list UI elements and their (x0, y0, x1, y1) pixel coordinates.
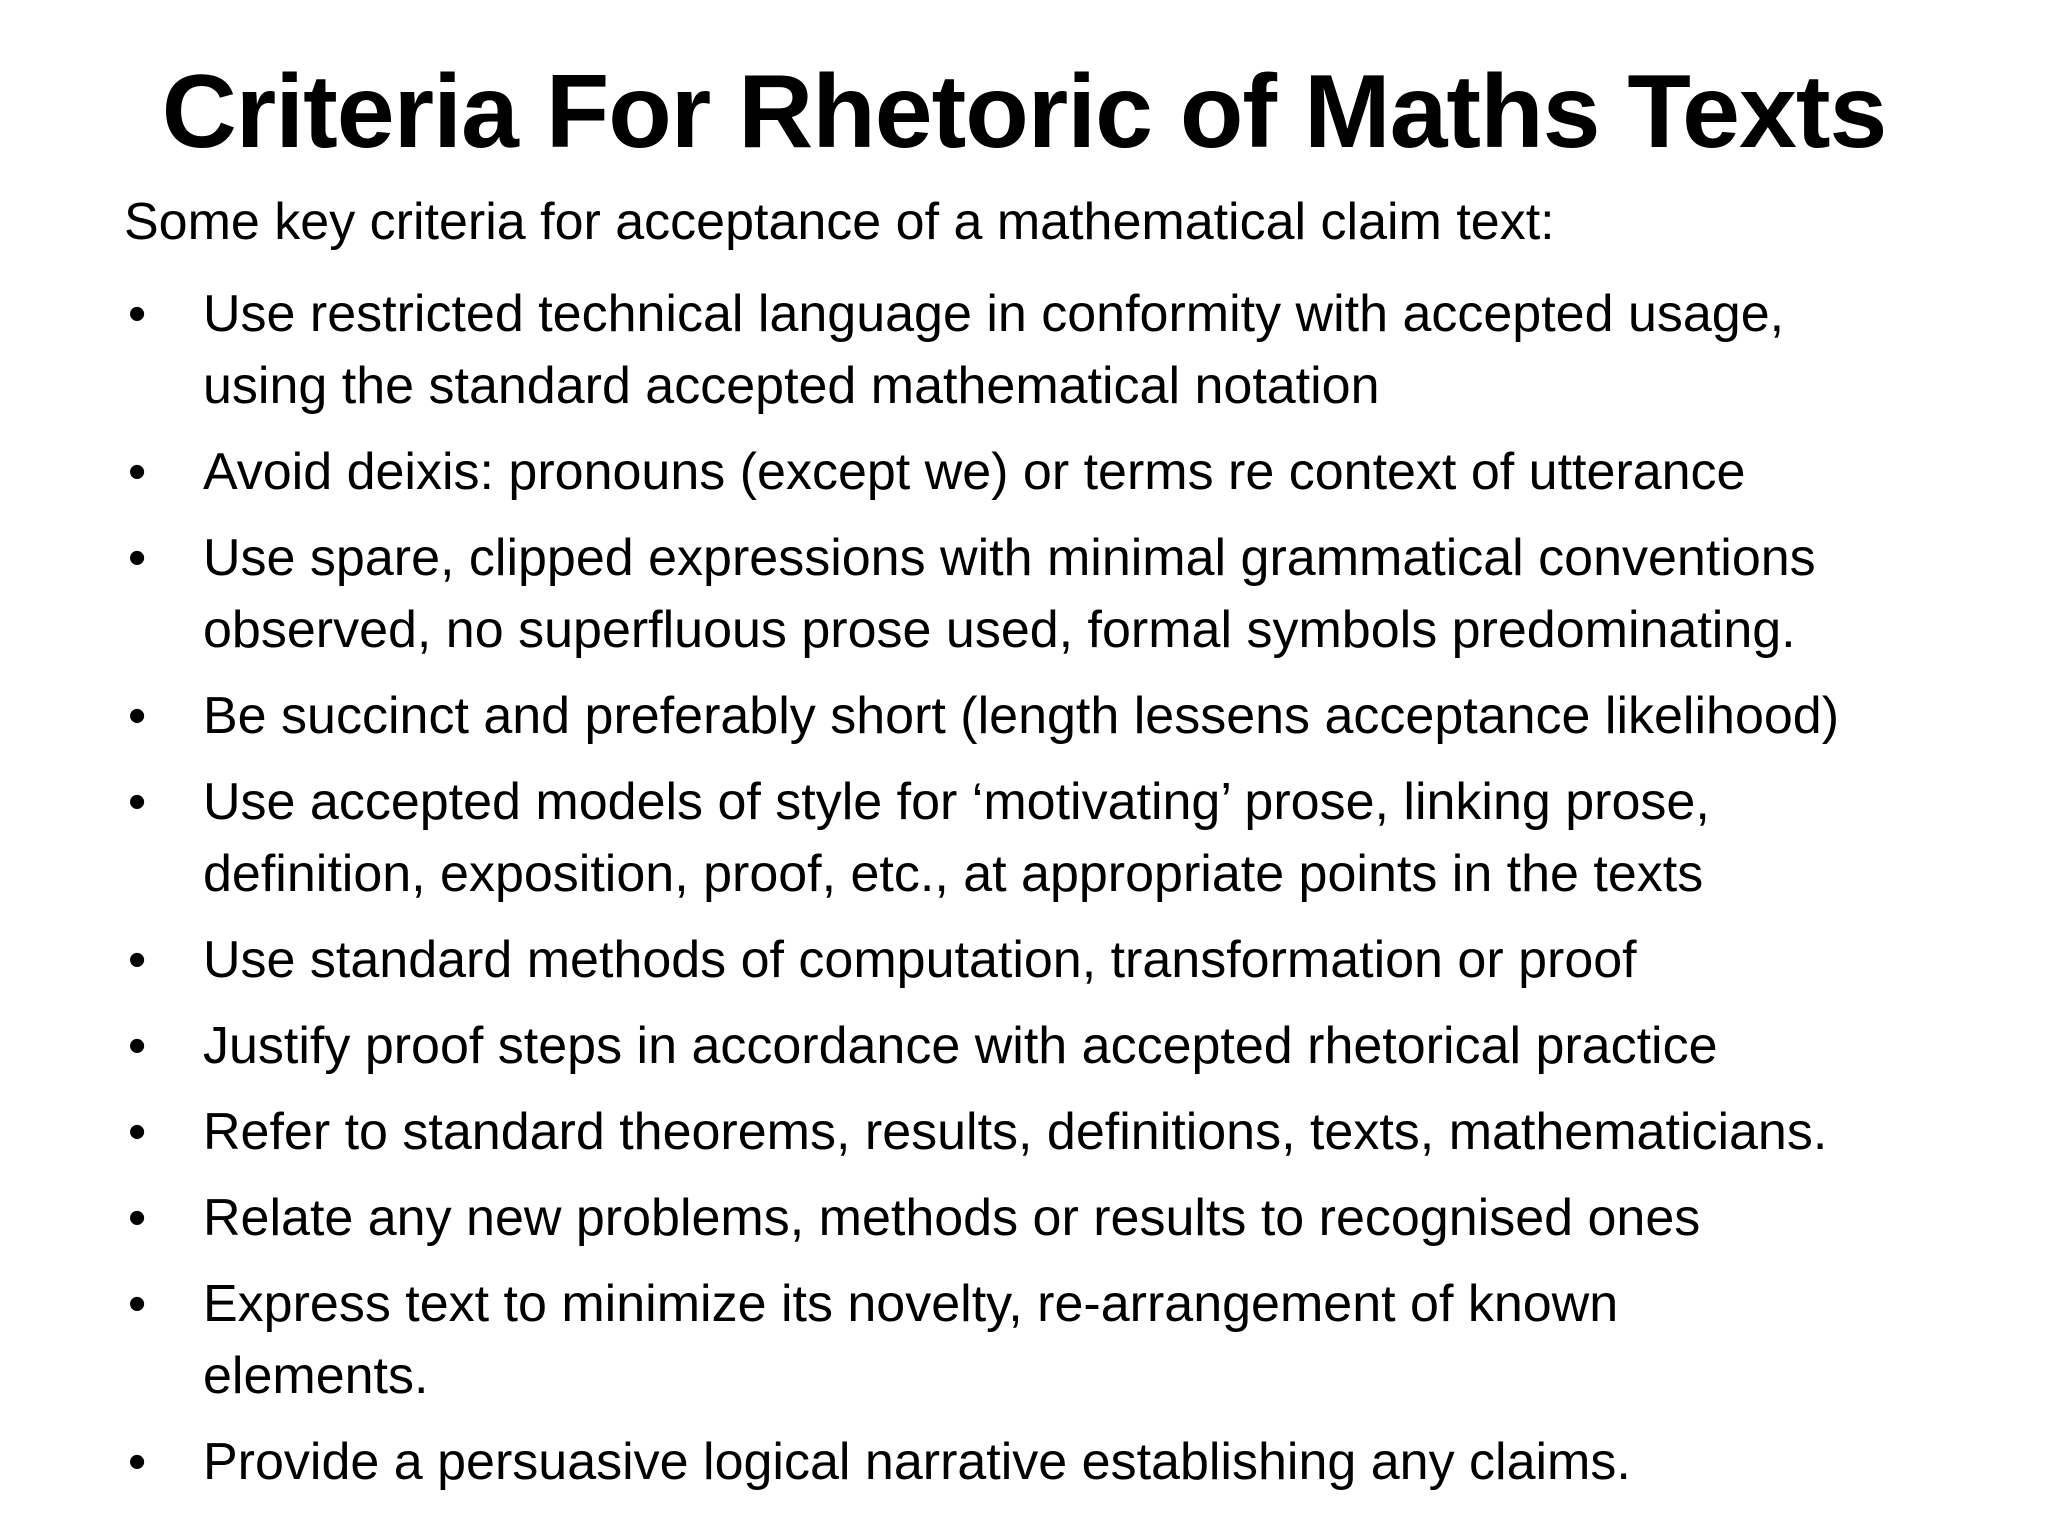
list-item (124, 1010, 2004, 1082)
bullet-icon: • (128, 931, 147, 989)
bullet-icon: • (128, 1017, 147, 1075)
list-item-text: Provide a persuasive logical narrative establishing any claims. (203, 1433, 1631, 1491)
list-item-text: Relate any new problems, methods or results to recognised ones (203, 1189, 1701, 1247)
list-item (124, 1268, 2004, 1412)
list-item-text: Use spare, clipped expressions with minimal grammatical conventions observed, no superfluous prose used, formal symbols predominating. (203, 529, 1816, 659)
list-item-text: Use restricted technical language in conformity with accepted usage, using the standard accepted mathematical notation (203, 285, 1785, 415)
list-item-text: Avoid deixis: pronouns (except we) or terms re context of utterance (203, 443, 1746, 501)
list-item-text: Use standard methods of computation, transformation or proof (203, 931, 1637, 989)
list-item-text: Justify proof steps in accordance with accepted rhetorical practice (203, 1017, 1718, 1075)
list-item (124, 1096, 2004, 1168)
bullet-icon: • (128, 1189, 147, 1247)
bullet-icon: • (128, 1275, 147, 1333)
criteria-list (124, 278, 2004, 1512)
bullet-icon: • (128, 773, 147, 831)
slide-title: Criteria For Rhetoric of Maths Texts (161, 54, 1887, 170)
list-item (124, 680, 2004, 752)
list-item-text: Refer to standard theorems, results, definitions, texts, mathematicians. (203, 1103, 1828, 1161)
list-item (124, 766, 2004, 910)
intro-text: Some key criteria for acceptance of a mathematical claim text: (124, 193, 1555, 251)
bullet-icon: • (128, 285, 147, 343)
bullet-icon: • (128, 529, 147, 587)
list-item-text: Be succinct and preferably short (length lessens acceptance likelihood) (203, 687, 1840, 745)
list-item (124, 924, 2004, 996)
bullet-icon: • (128, 1433, 147, 1491)
list-item (124, 1182, 2004, 1254)
list-item (124, 1426, 2004, 1498)
list-item (124, 436, 2004, 508)
list-item (124, 278, 2004, 422)
bullet-icon: • (128, 1103, 147, 1161)
bullet-icon: • (128, 443, 147, 501)
list-item-text: Express text to minimize its novelty, re-arrangement of known elements. (203, 1275, 1619, 1405)
list-item (124, 522, 2004, 666)
bullet-icon: • (128, 687, 147, 745)
list-item-text: Use accepted models of style for ‘motivating’ prose, linking prose, definition, exposition, proof, etc., at appropriate points in the texts (203, 773, 1710, 903)
